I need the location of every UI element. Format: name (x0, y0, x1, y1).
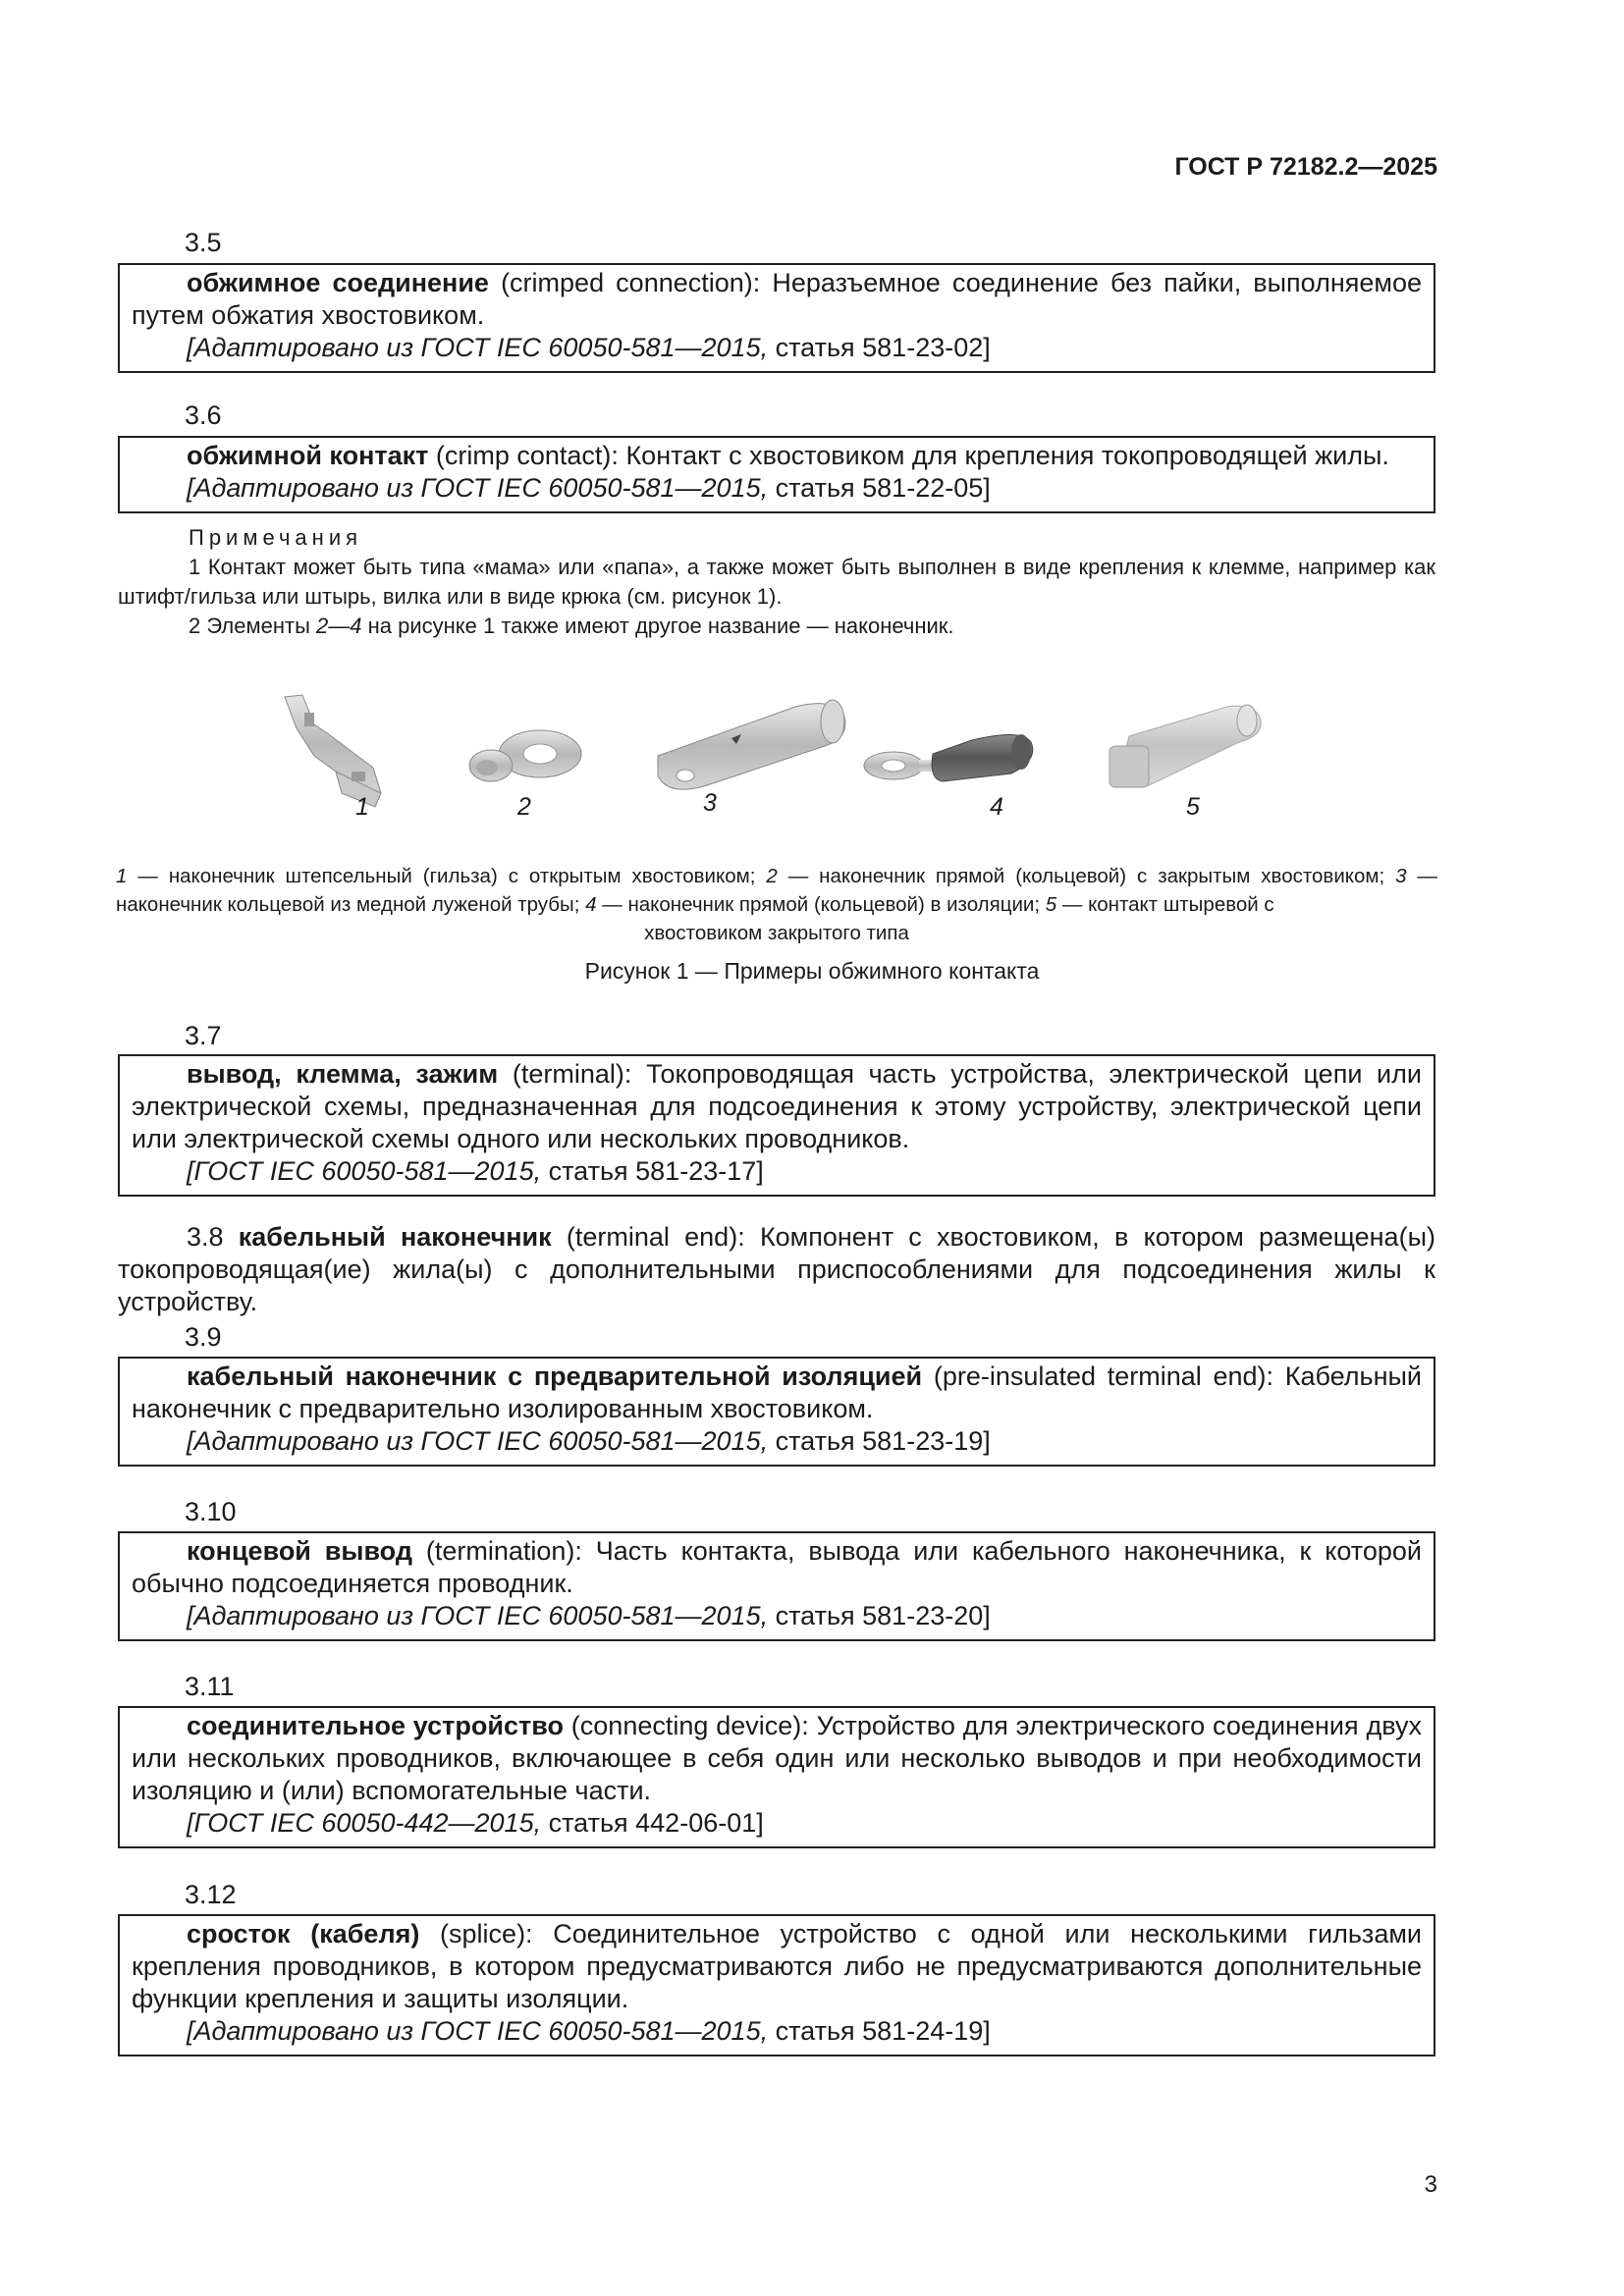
term-definition: Компонент с хвостовиком, в котором размещена(ы) токопроводящая(ие) жила(ы) с дополнительными приспособлениями для подсоединения жилы к устройству. (118, 1222, 1435, 1316)
term-name: вывод, клемма, зажим (187, 1059, 499, 1089)
figure-title: Рисунок 1 — Примеры обжимного контакта (584, 958, 1040, 984)
term-box-3-5 (118, 263, 1435, 373)
figure-label-4: 4 (990, 793, 1003, 821)
term-number: 3.11 (185, 1672, 235, 1701)
page-number: 3 (1424, 2171, 1437, 2198)
term-name: обжимное соединение (187, 268, 489, 297)
term-text (132, 267, 1422, 332)
term-box-3-7 (118, 1054, 1435, 1197)
pin-contact-icon (1110, 705, 1261, 787)
term-english: (termination): (425, 1536, 582, 1566)
term-text (132, 440, 1422, 472)
term-source: [Адаптировано из ГОСТ IEC 60050-581—2015, статья 581-22-05] (187, 473, 991, 503)
figure-crimp-contacts (245, 677, 1326, 834)
term-english: (connecting device): (570, 1711, 809, 1740)
term-definition: Неразъемное соединение без пайки, выполняемое путем обжатия хвостовиком. (132, 268, 1422, 330)
figure-label-3: 3 (703, 789, 717, 817)
note-1: 1 Контакт может быть типа «мама» или «папа», а также может быть выполнен в виде крепления к клемме, например как штифт/гильза или штырь, вилка или в виде крюка (см. рисунок 1). (118, 555, 1435, 609)
term-number: 3.8 (187, 1222, 224, 1252)
term-number: 3.6 (185, 400, 222, 430)
term-english: (crimp contact): (435, 441, 619, 470)
term-name: сросток (кабеля) (187, 1919, 420, 1949)
term-source: [Адаптировано из ГОСТ IEC 60050-581—2015, статья 581-24-19] (187, 2016, 991, 2046)
term-box-3-12 (118, 1914, 1435, 2056)
term-name: обжимной контакт (187, 441, 429, 470)
term-text (132, 1918, 1422, 2015)
term-english: (terminal): (512, 1059, 632, 1089)
term-number: 3.7 (185, 1021, 222, 1050)
term-text (132, 1058, 1422, 1155)
term-definition: Соединительное устройство с одной или несколькими гильзами крепления проводников, в котором предусматриваются либо не предусматриваются дополнительные функции крепления и защиты изоляции. (132, 1919, 1422, 2013)
tube-lug-icon (658, 700, 845, 789)
term-box-3-10 (118, 1531, 1435, 1641)
term-text (132, 1710, 1422, 1807)
term-source: [Адаптировано из ГОСТ IEC 60050-581—2015, статья 581-23-02] (187, 333, 991, 362)
ring-terminal-icon (469, 730, 581, 781)
term-source: [Адаптировано из ГОСТ IEC 60050-581—2015, статья 581-23-20] (187, 1601, 991, 1630)
term-number: 3.10 (185, 1497, 237, 1526)
term-english: (terminal end): (566, 1222, 745, 1252)
note-2: 2 Элементы 2—4 на рисунке 1 также имеют другое название — наконечник. (189, 614, 954, 638)
term-definition: Токопроводящая часть устройства, электрической цепи или электрической схемы, предназначенная для подсоединения к этому устройству, электрической цепи или электрической схемы одного или нескольких проводников. (132, 1059, 1422, 1153)
term-box-3-11 (118, 1706, 1435, 1848)
term-text (132, 1361, 1422, 1425)
term-number: 3.12 (185, 1880, 237, 1909)
notes-block (118, 523, 1435, 641)
term-english: (crimped connection): (501, 268, 761, 297)
term-name: кабельный наконечник с предварительной изоляцией (187, 1362, 923, 1391)
term-box-3-6 (118, 436, 1435, 513)
document-code: ГОСТ Р 72182.2—2025 (1174, 153, 1437, 181)
term-source: [ГОСТ IEC 60050-442—2015, статья 442-06-01] (187, 1808, 764, 1838)
term-definition: Часть контакта, вывода или кабельного наконечника, к которой обычно подсоединяется проводник. (132, 1536, 1422, 1598)
term-english: (splice): (440, 1919, 533, 1949)
figure-label-5: 5 (1186, 793, 1200, 821)
figure-label-2: 2 (517, 793, 531, 821)
insulated-ring-terminal-icon (864, 734, 1033, 781)
term-source: [Адаптировано из ГОСТ IEC 60050-581—2015, статья 581-23-19] (187, 1426, 991, 1456)
term-number: 3.9 (185, 1322, 222, 1352)
term-definition: Кабельный наконечник с предварительно изолированным хвостовиком. (132, 1362, 1422, 1423)
term-name: кабельный наконечник (238, 1222, 552, 1252)
term-definition: Устройство для электрического соединения двух или нескольких проводников, включающее в себя один или несколько выводов и при необходимости изоляцию и (или) вспомогательные части. (132, 1711, 1422, 1805)
contact-receptacle-icon (285, 695, 381, 807)
term-name: соединительное устройство (187, 1711, 564, 1740)
term-source: [ГОСТ IEC 60050-581—2015, статья 581-23-17] (187, 1156, 764, 1186)
notes-heading: Примечания (189, 525, 363, 550)
term-english: (pre-insulated terminal end): (933, 1362, 1273, 1391)
figure-label-1: 1 (355, 793, 369, 821)
term-name: концевой вывод (187, 1536, 412, 1566)
term-3-8-paragraph (118, 1221, 1435, 1318)
term-number: 3.5 (185, 228, 222, 257)
figure-legend: 1 — наконечник штепсельный (гильза) с открытым хвостовиком; 2 — наконечник прямой (кольцевой) с закрытым хвостовиком; 3 — наконечник кольцевой из медной луженой трубы; 4 — наконечник прямой (кольцевой) в изоляции; 5 — контакт штыревой с хвостовиком закрытого типа (116, 865, 1437, 944)
term-definition: Контакт с хвостовиком для крепления токопроводящей жилы. (625, 441, 1389, 470)
term-box-3-9 (118, 1357, 1435, 1467)
term-text (132, 1535, 1422, 1600)
